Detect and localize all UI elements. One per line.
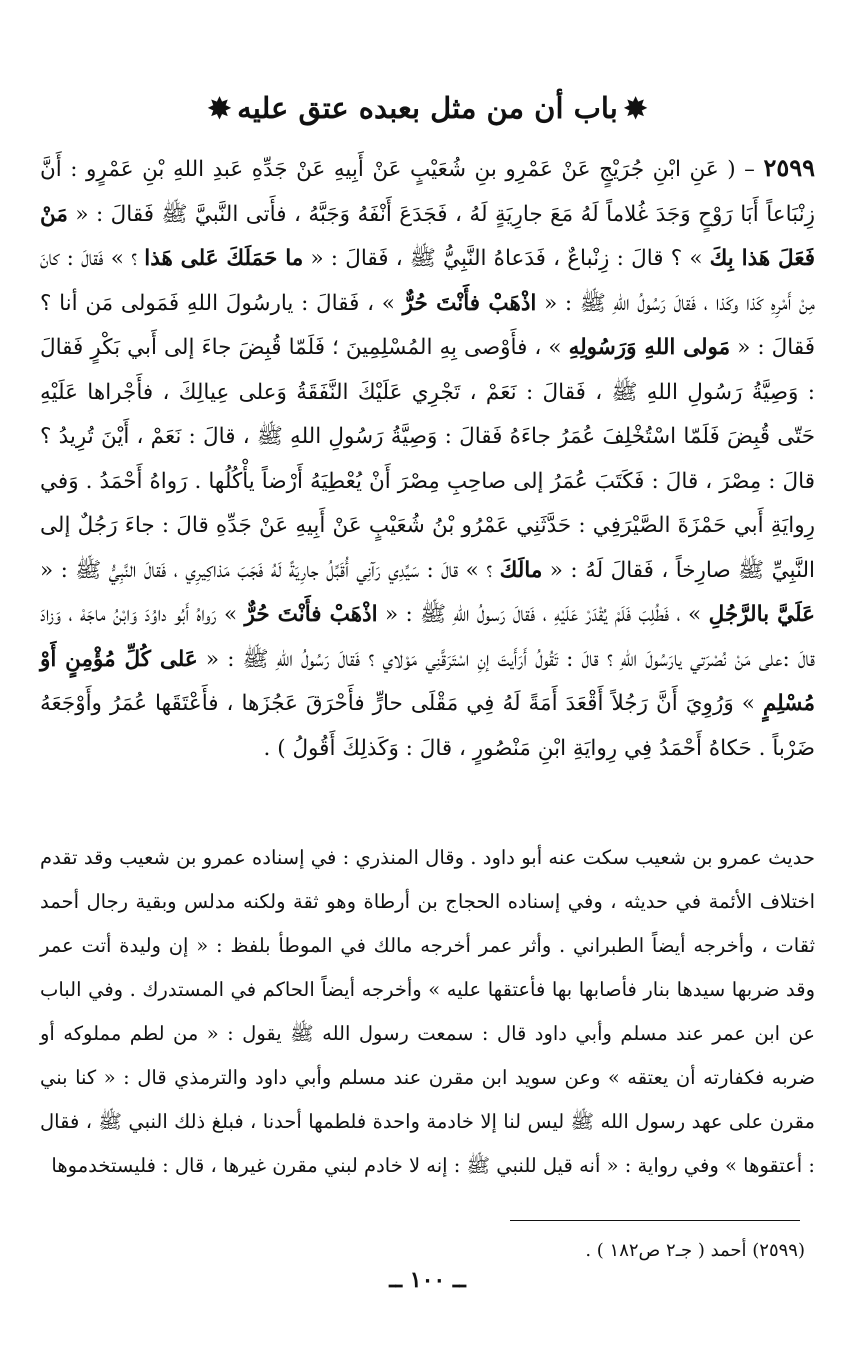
hadith-number: ٢٥٩٩: [763, 153, 815, 182]
prophet-quote: مالَكَ: [499, 557, 543, 583]
prophet-quote: مَنْ فَعَلَ هَذا بِكَ: [40, 201, 815, 271]
hadith-text: [40, 146, 815, 771]
hadith-segment: » ، فَقالَ : يارسُولَ اللهِ فَمَولى مَن أنا ؟ فَقالَ : «: [40, 290, 815, 360]
prophet-quote: عَلى كُلِّ مُؤْمِنٍ أَوْ مُسْلِمٍ: [40, 646, 815, 716]
commentary-text: حديث عمرو بن شعيب سكت عنه أبو داود . وقال المنذري : في إسناده عمرو بن شعيب وقد تقدم اختلاف الأئمة في حديثه ، وفي إسناده الحجاج بن أرطاة وهو ثقة ولكنه مدلس وبقية رجال أحمد ثقات ، وأخرجه أيضاً الطبراني . وأثر عمر أخرجه مالك في الموطأ بلفظ : « إن وليدة أتت عمر وقد ضربها سيدها بنار فأصابها بها فأعتقها عليه » وأخرجه أيضاً الحاكم في المستدرك . وفي الباب عن ابن عمر عند مسلم وأبي داود قال : سمعت رسول الله ﷺ يقول : « من لطم مملوكه أو ضربه فكفارته أن يعتقه » وعن سويد ابن مقرن عند مسلم وأبي داود والترمذي قال : « كنا بني مقرن على عهد رسول الله ﷺ ليس لنا إلا خادمة واحدة فلطمها أحدنا ، فبلغ ذلك النبي ﷺ ، فقال : أعتقوها » وفي رواية : « أنه قيل للنبي ﷺ : إنه لا خادم لبني مقرن غيرها ، قال : فليستخدموها: [40, 846, 815, 1177]
hadith-segment: » ، فَطُلِبَ فَلَمْ يُقْدَرْ عَلَيْهِ ، فَقالَ رَسولُ اللهِ ﷺ : «: [377, 602, 709, 627]
prophet-quote: مَولى اللهِ وَرَسُولِهِ: [568, 335, 731, 360]
prophet-quote: ما حَمَلَكَ عَلى هَذا: [144, 246, 304, 271]
footnote: (٢٥٩٩) أحمد ( جـ٢ ص١٨٢ ) .: [585, 1240, 805, 1261]
star-ornament-icon: ✸: [207, 92, 232, 125]
footnote-divider: [510, 1220, 800, 1221]
hadith-segment: » رَواهُ أَبُو داوُدَ وَابْنُ ماجَهْ ، وَزادَ قالَ :على مَنْ نُصْرَتي يارَسُولَ اللهِ ؟ قالَ : تَقُولُ أَرَأَيتَ إنِ اسْتَرَقَّنِي مَوْلاي ؟ فَقالَ رَسُولُ اللهِ ﷺ : «: [40, 602, 815, 672]
prophet-quote: اذْهَبْ فأَنْتَ حُرٌّ: [244, 602, 378, 627]
star-ornament-icon: ✸: [623, 92, 648, 125]
hadith-segment: ؟ » فَقالَ : كانَ مِنْ أَمْرِهِ كَذا وكَذا ، فَقالَ رَسُولُ اللهِ ﷺ : «: [40, 246, 816, 316]
chapter-title-text: باب أن من مثل بعبده عتق عليه: [237, 91, 618, 125]
prophet-quote: اذْهَبْ فأَنْتَ حُرٌّ: [402, 290, 537, 316]
hadith-segment: ؟ » قالَ : سَيِّدِي رَآنِي أُقَبِّلُ جارِيَةً لَهُ فَجَبَ مَذاكِيرِي ، فَقالَ النَّبِيُّ ﷺ : «: [40, 557, 500, 583]
page-number: ــ ١٠٠ ــ: [389, 1267, 466, 1293]
hadith-segment: » ، فأَوْصى بِهِ المُسْلِمِينَ ؛ فَلَمّا قُبِضَ جاءَ إلى أَبي بَكْرٍ فَقالَ : وَصِيَّةُ رَسُولِ اللهِ ﷺ ، فَقالَ : نَعَمْ ، تَجْرِي عَلَيْكَ النَّفَقَةُ وَعلى عِيالِكَ ، فأَجْراها عَلَيْهِ حَتّى قُبِضَ فَلَمّا اسْتُخْلِفَ عُمَرُ جاءَهُ فَقالَ : وَصِيَّةُ رَسُولِ اللهِ ﷺ ، قالَ : نَعَمْ ، أَيْنَ تُرِيدُ ؟ قالَ : مِصْرَ ، قالَ : فَكَتَبَ عُمَرُ إلى صاحِبِ مِصْرَ أَنْ يُعْطِيَهُ أَرْضاً يأْكُلُها . رَواهُ أَحْمَدُ . وَفي رِوايَةِ أَبي حَمْزَةَ الصَّيْرَفِي : حَدَّثَنِي عَمْرُو بْنُ شُعَيْبٍ عَنْ أَبِيهِ عَنْ جَدِّهِ قالَ : جاءَ رَجُلٌ إلى النَّبِيِّ ﷺ صارِخاً ، فَقالَ لَهُ : «: [40, 335, 815, 583]
hadith-segment: » ؟ قالَ : زِنْباعٌ ، فَدَعاهُ النَّبِيُّ ﷺ ، فَقالَ : «: [303, 246, 710, 271]
hadith-segment: » وَرُوِيَ أَنَّ رَجُلاً أَقْعَدَ أَمَةً لَهُ فِي مَقْلَى حارٍّ فأَحْرَقَ عَجُزَها ، فأَعْتَقَها عُمَرُ وأَوْجَعَهُ ضَرْباً . حَكاهُ أَحْمَدُ فِي رِوايَةِ ابْنِ مَنْصُورٍ ، قالَ : وَكَذلِكَ أَقُولُ ) .: [40, 691, 815, 761]
prophet-quote: عَلَيَّ بالرَّجُلِ: [708, 602, 815, 627]
hadith-segment: – ( عَنِ ابْنِ جُرَيْجٍ عَنْ عَمْرِو بنِ شُعَيْبٍ عَنْ أَبِيهِ عَنْ جَدِّهِ عَبدِ اللهِ بْنِ عَمْرٍو : أَنَّ زِنْبَاعاً أَبَا رَوْحٍ وَجَدَ غُلاماً لَهُ مَعَ جارِيَةٍ لَهُ ، فَجَدَعَ أَنْفَهُ وَجَبَّهُ ، فأَتى النَّبيَّ ﷺ فَقالَ : «: [40, 157, 815, 227]
chapter-title: [0, 86, 855, 131]
